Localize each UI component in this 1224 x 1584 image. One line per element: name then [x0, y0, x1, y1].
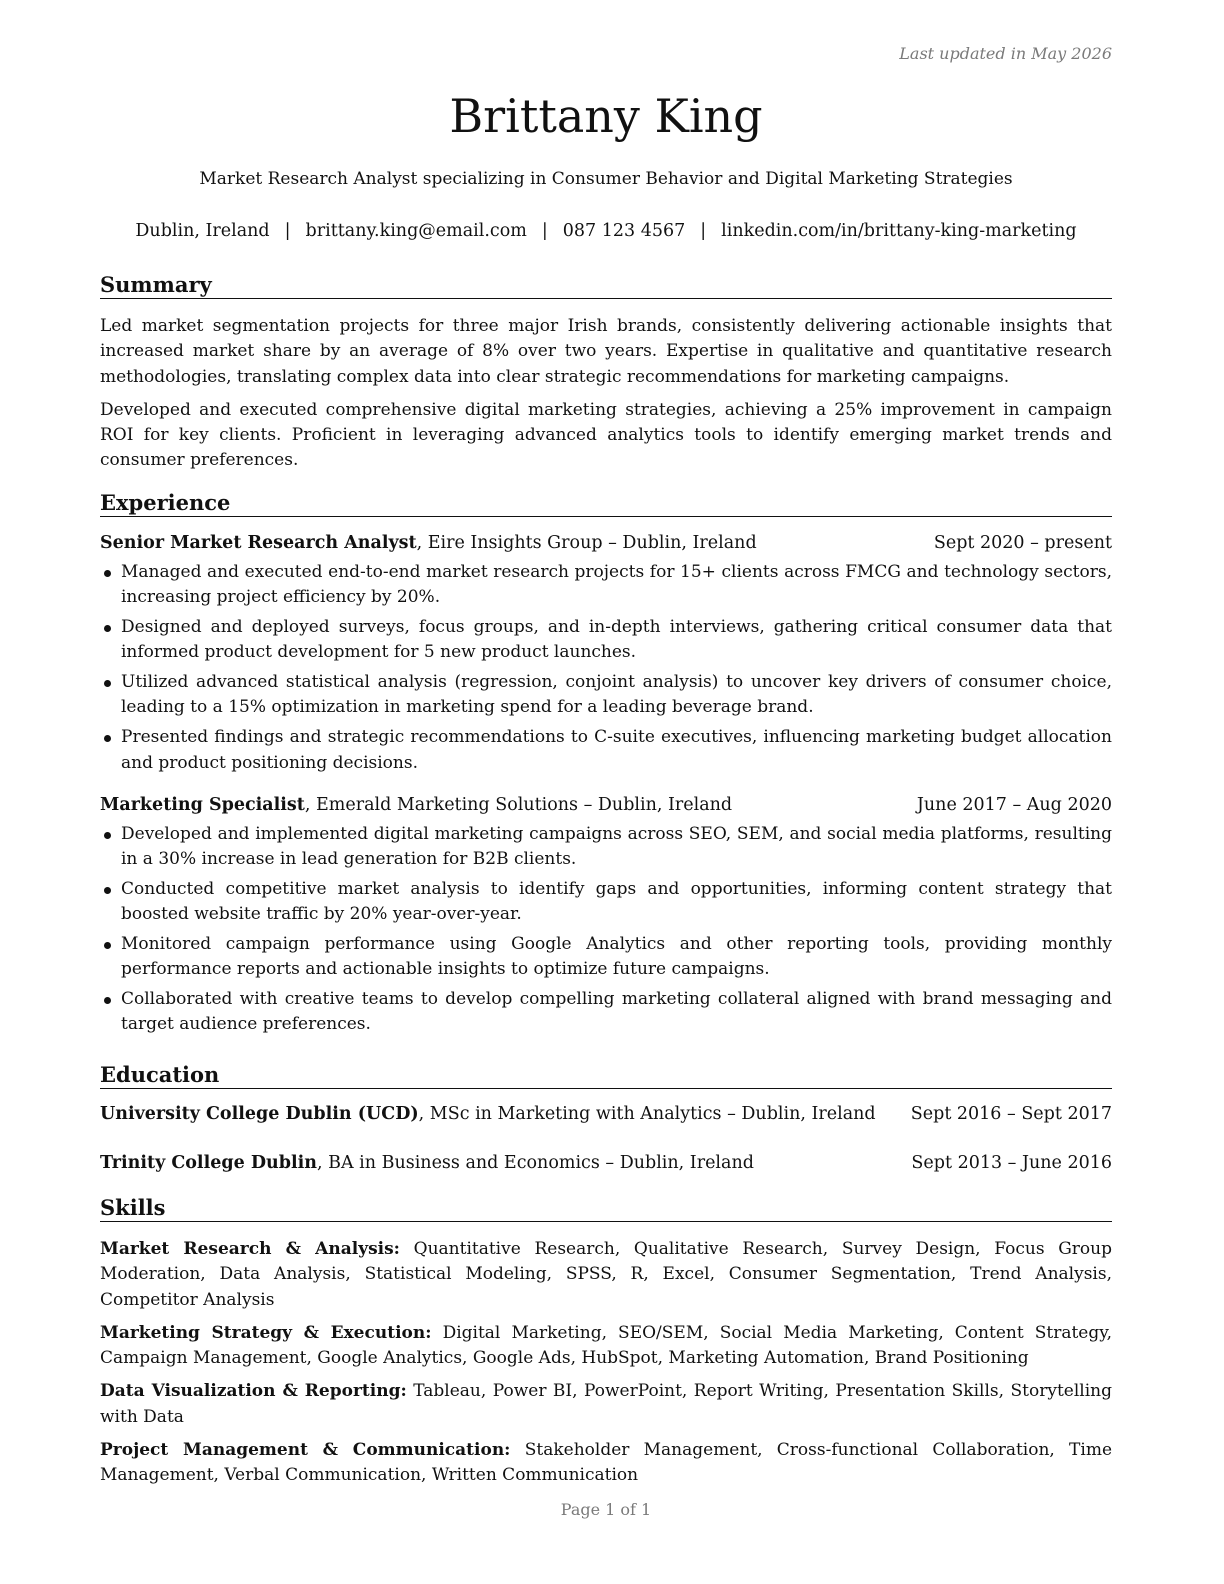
last-updated-note: Last updated in May 2026	[899, 44, 1112, 63]
contact-line	[100, 219, 1112, 243]
skill-group-items: Quantitative Research, Qualitative Research, Survey Design, Focus Group Moderation, Data Analysis, Statistical Modeling, SPSS, R, Excel, Consumer Segmentation, Trend Analysis, Competitor Analysis	[100, 1239, 1113, 1310]
job-entry	[100, 531, 1112, 776]
job-bullet	[100, 822, 1112, 873]
job-bullet-text: Presented findings and strategic recommendations to C-suite executives, influencing marketing budget allocation and product positioning decisions.	[121, 727, 1112, 773]
contact-linkedin[interactable]: linkedin.com/in/brittany-king-marketing	[721, 221, 1077, 241]
job-organization: , Emerald Marketing Solutions – Dublin, Ireland	[304, 794, 733, 815]
job-bullet	[100, 615, 1112, 666]
job-bullets	[100, 822, 1112, 1038]
job-bullet	[100, 987, 1112, 1038]
contact-email[interactable]: brittany.king@email.com	[305, 221, 527, 241]
job-bullets	[100, 560, 1112, 776]
bullet-icon	[104, 570, 111, 577]
bullet-icon	[104, 625, 111, 632]
job-title-line	[100, 793, 732, 818]
education-detail: , MSc in Marketing with Analytics – Dublin, Ireland	[418, 1104, 876, 1124]
job-dates: June 2017 – Aug 2020	[916, 794, 1112, 815]
contact-phone: 087 123 4567	[562, 221, 686, 241]
bullet-icon	[104, 997, 111, 1004]
job-role: Marketing Specialist	[100, 794, 305, 815]
job-dates: Sept 2020 – present	[933, 533, 1112, 553]
job-title-line	[100, 531, 757, 556]
skill-group-label: Marketing Strategy & Execution:	[100, 1322, 432, 1343]
contact-separator: |	[541, 221, 548, 241]
job-bullet	[100, 932, 1112, 983]
education-title-line	[100, 1102, 876, 1127]
education-institution: University College Dublin (UCD)	[100, 1104, 419, 1124]
skill-group-label: Market Research & Analysis:	[100, 1239, 400, 1259]
job-bullet	[100, 725, 1112, 776]
skill-group-label: Data Visualization & Reporting:	[100, 1381, 407, 1402]
bullet-icon	[104, 832, 111, 839]
education-dates: Sept 2013 – June 2016	[911, 1153, 1112, 1173]
job-role: Senior Market Research Analyst	[100, 533, 417, 553]
job-bullet	[100, 560, 1112, 611]
page-number: Page 1 of 1	[560, 1500, 652, 1519]
job-bullet	[100, 670, 1112, 721]
job-bullet-text: Managed and executed end-to-end market research projects for 15+ clients across FMCG and technology sectors, increasing project efficiency by 20%.	[121, 562, 1112, 608]
education-entry	[100, 1151, 1112, 1176]
education-dates: Sept 2016 – Sept 2017	[910, 1104, 1112, 1124]
job-bullet-text: Designed and deployed surveys, focus groups, and in-depth interviews, gathering critical consumer data that informed product development for 5 new product launches.	[121, 617, 1112, 663]
skill-group-items: Tableau, Power BI, PowerPoint, Report Writing, Presentation Skills, Storytelling with Data	[100, 1381, 1112, 1427]
education-section	[100, 1062, 1112, 1176]
bullet-icon	[104, 680, 111, 687]
summary-paragraph: Led market segmentation projects for three major Irish brands, consistently delivering actionable insights that increased market share by an average of 8% over two years. Expertise in qualitative and quantitative research methodologies, translating complex data into clear strategic recommendations for marketing campaigns.	[100, 316, 1112, 387]
bullet-icon	[104, 887, 111, 894]
contact-separator: |	[700, 221, 707, 241]
experience-section	[100, 490, 1112, 1042]
contact-location: Dublin, Ireland	[135, 221, 270, 241]
skill-group-items: Digital Marketing, SEO/SEM, Social Media Marketing, Content Strategy, Campaign Management, Google Analytics, Google Ads, HubSpot, Marketing Automation, Brand Positioning	[100, 1322, 1113, 1369]
contact-separator: |	[284, 221, 291, 241]
skill-group-label: Project Management & Communication:	[100, 1440, 511, 1461]
job-bullet-text: Utilized advanced statistical analysis (regression, conjoint analysis) to uncover key drivers of consumer choice, leading to a 15% optimization in marketing spend for a leading beverage brand.	[121, 672, 1112, 718]
job-bullet-text: Conducted competitive market analysis to identify gaps and opportunities, informing content strategy that boosted website traffic by 20% year-over-year.	[121, 878, 1112, 925]
job-organization: , Eire Insights Group – Dublin, Ireland	[416, 533, 757, 553]
skill-group	[100, 1379, 1112, 1430]
bullet-icon	[104, 735, 111, 742]
education-institution: Trinity College Dublin	[100, 1153, 317, 1173]
job-bullet	[100, 877, 1112, 928]
skill-group-items: Stakeholder Management, Cross-functional Collaboration, Time Management, Verbal Communication, Written Communication	[100, 1440, 1113, 1486]
section-title-skills: Skills	[100, 1195, 1112, 1222]
section-title-summary: Summary	[100, 272, 1112, 299]
section-title-education: Education	[100, 1062, 1112, 1089]
education-title-line	[100, 1151, 754, 1176]
job-bullet-text: Developed and implemented digital marketing campaigns across SEO, SEM, and social media platforms, resulting in a 30% increase in lead generation for B2B clients.	[121, 823, 1112, 870]
job-entry	[100, 793, 1112, 1038]
summary-section	[100, 272, 1112, 474]
skill-group	[100, 1237, 1112, 1313]
section-title-experience: Experience	[100, 490, 1112, 517]
job-header	[100, 531, 1112, 556]
education-entry	[100, 1102, 1112, 1127]
skill-group	[100, 1321, 1112, 1372]
job-bullet-text: Collaborated with creative teams to develop compelling marketing collateral aligned with brand messaging and target audience preferences.	[121, 989, 1112, 1035]
job-header	[100, 793, 1112, 818]
job-bullet-text: Monitored campaign performance using Google Analytics and other reporting tools, providing monthly performance reports and actionable insights to optimize future campaigns.	[121, 934, 1112, 980]
candidate-name: Brittany King	[449, 89, 763, 143]
summary-paragraph: Developed and executed comprehensive digital marketing strategies, achieving a 25% improvement in campaign ROI for key clients. Proficient in leveraging advanced analytics tools to identify emerging market trends and consumer preferences.	[100, 399, 1112, 471]
candidate-tagline: Market Research Analyst specializing in Consumer Behavior and Digital Marketing Strategies	[199, 169, 1013, 189]
skill-group	[100, 1438, 1112, 1489]
skills-section	[100, 1195, 1112, 1489]
resume-page	[100, 0, 1112, 1584]
education-detail: , BA in Business and Economics – Dublin, Ireland	[316, 1153, 754, 1173]
bullet-icon	[104, 942, 111, 949]
